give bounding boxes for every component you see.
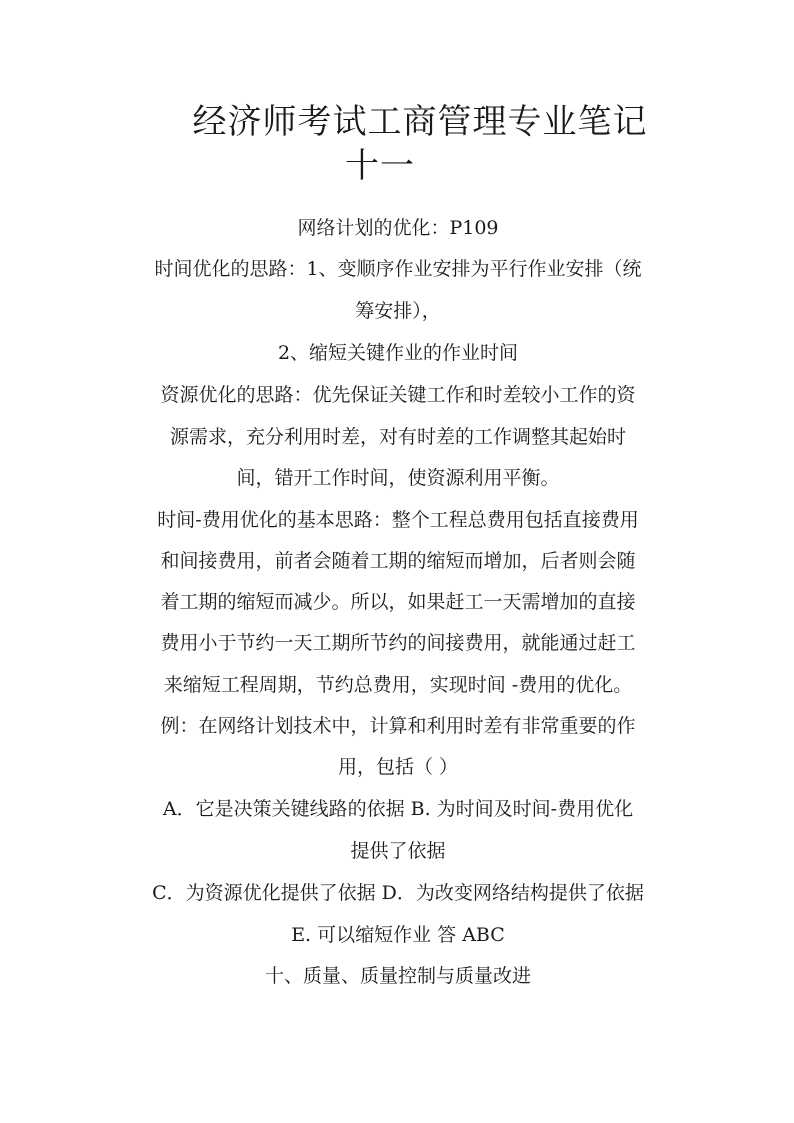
paragraph-line: 间，错开工作时间，使资源利用平衡。: [236, 467, 560, 489]
paragraph-line: 来缩短工程周期，节约总费用，实现时间 -费用的优化。: [163, 674, 633, 696]
paragraph-line: 筹安排），: [355, 300, 441, 322]
paragraph-line: 时间优化的思路：1、变顺序作业安排为平行作业安排（统: [154, 258, 642, 280]
document-title-line-2: 十一: [345, 146, 415, 186]
paragraph-line: 源需求，充分利用时差，对有时差的工作调整其起始时: [169, 426, 626, 448]
question-line: 用，包括（ ）: [337, 756, 459, 778]
section-heading-quality: 十、质量、质量控制与质量改进: [264, 965, 531, 987]
document-title-line-1: 经济师考试工商管理专业笔记: [192, 102, 648, 142]
option-line: A．它是决策关键线路的依据 B. 为时间及时间-费用优化: [162, 798, 634, 820]
paragraph-line: 时间-费用优化的基本思路：整个工程总费用包括直接费用: [157, 509, 639, 531]
paragraph-line: 费用小于节约一天工期所节约的间接费用，就能通过赶工: [160, 632, 636, 654]
option-line: C．为资源优化提供了依据 D．为改变网络结构提供了依据: [152, 882, 644, 904]
section-heading-network-optimization: 网络计划的优化：P109: [297, 217, 499, 239]
paragraph-line: 资源优化的思路：优先保证关键工作和时差较小工作的资: [160, 384, 636, 406]
paragraph-line: 2、缩短关键作业的作业时间: [277, 342, 519, 364]
answer-line: E. 可以缩短作业 答 ABC: [291, 924, 505, 946]
option-line: 提供了依据: [350, 840, 446, 862]
question-line: 例：在网络计划技术中，计算和利用时差有非常重要的作: [160, 715, 636, 737]
paragraph-line: 和间接费用，前者会随着工期的缩短而增加，后者则会随: [160, 550, 636, 572]
paragraph-line: 着工期的缩短而减少。所以，如果赶工一天需增加的直接: [160, 591, 636, 613]
